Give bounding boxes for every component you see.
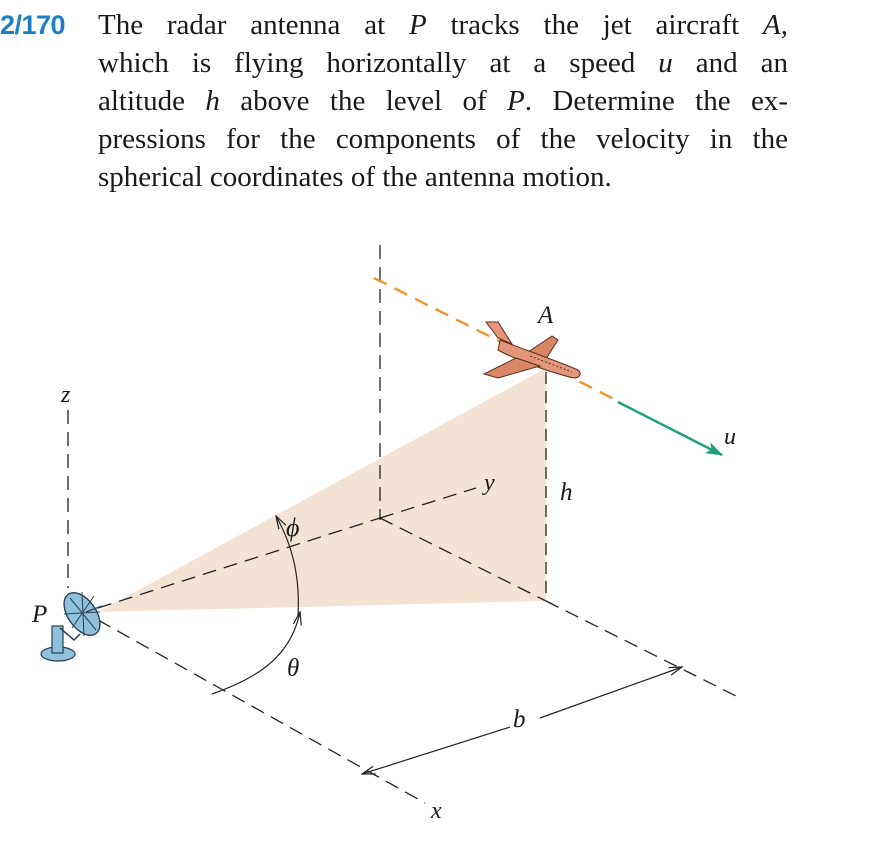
radar-antenna-icon xyxy=(41,586,107,661)
label-P: P xyxy=(32,601,48,628)
label-h: h xyxy=(560,479,573,506)
label-phi: ϕ xyxy=(286,513,300,542)
label-A: A xyxy=(538,302,554,329)
p-to-x-line xyxy=(98,620,425,803)
dimension-b-line-1 xyxy=(362,727,510,774)
label-z: z xyxy=(61,382,71,408)
label-y: y xyxy=(484,470,495,496)
text-line-5: spherical coordinates of the antenna motion. xyxy=(98,161,612,193)
label-b: b xyxy=(513,706,526,733)
x-axis-line-extension xyxy=(546,601,740,698)
label-u: u xyxy=(724,424,736,450)
text-line-3: altitude h above the level of P. Determine the ex- xyxy=(98,85,788,117)
text-line-2: which is flying horizontally at a speed u and an xyxy=(98,47,788,79)
dimension-b-line-2 xyxy=(540,667,682,718)
label-theta: θ xyxy=(287,655,300,682)
text-line-4: pressions for the components of the velocity in the xyxy=(98,123,788,155)
flight-path xyxy=(374,278,616,400)
shaded-plane xyxy=(98,368,546,612)
text-line-1: The radar antenna at P tracks the jet aircraft A, xyxy=(98,9,789,41)
aircraft-icon xyxy=(484,322,580,378)
velocity-arrow xyxy=(618,402,722,455)
problem-number: 2/170 xyxy=(0,10,66,40)
label-x: x xyxy=(431,798,442,824)
